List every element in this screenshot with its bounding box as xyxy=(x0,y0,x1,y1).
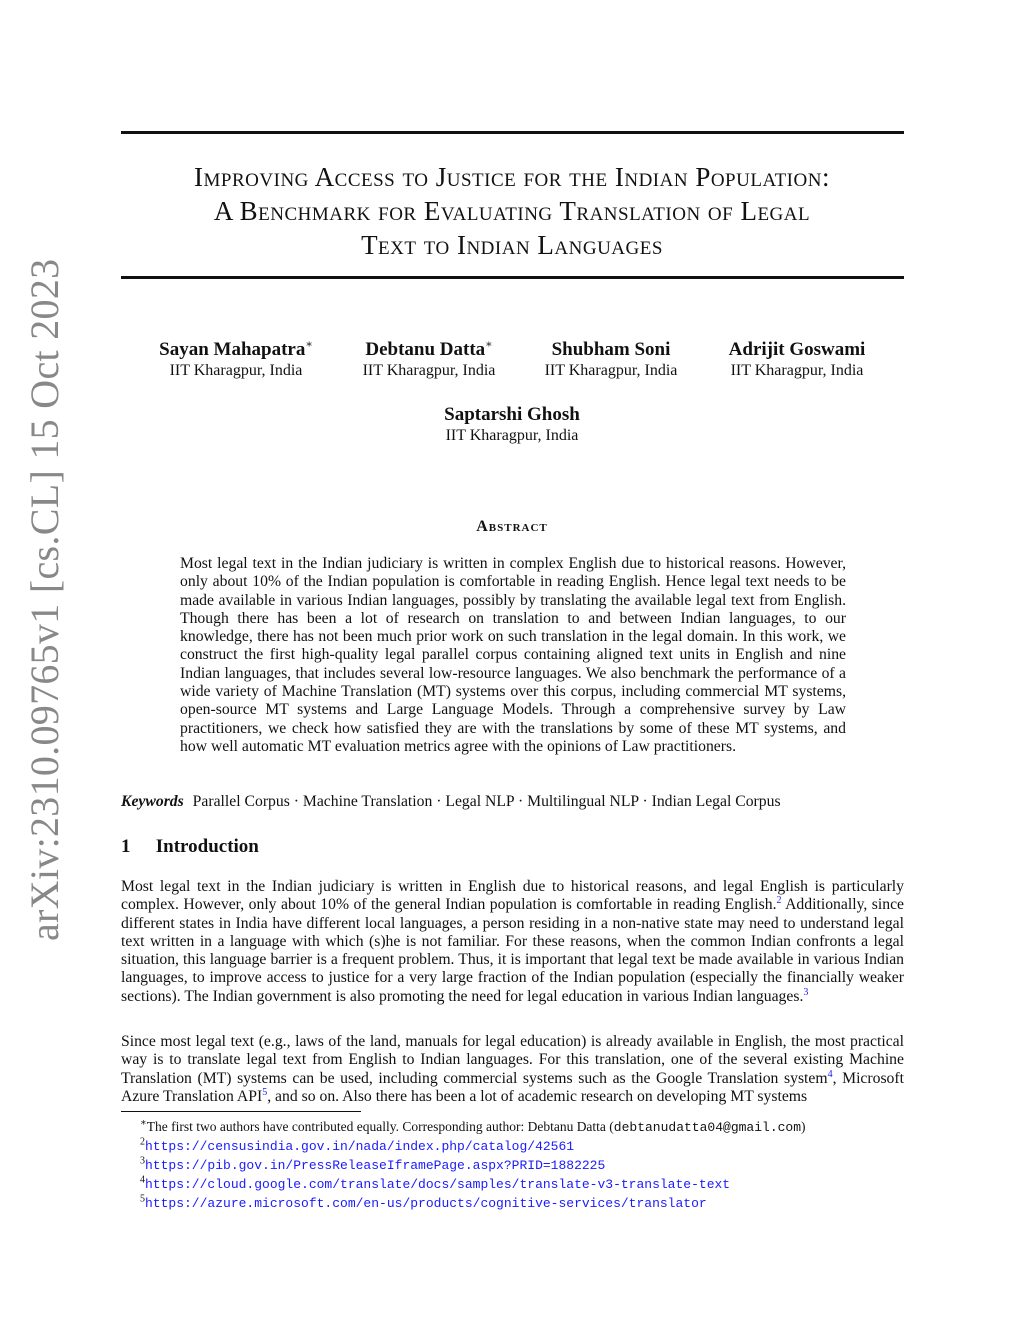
footnote-ref-4[interactable]: 4 xyxy=(827,1068,833,1080)
author-block xyxy=(697,339,897,381)
equal-contribution-mark: ∗ xyxy=(485,338,493,351)
footnote-ref-5[interactable]: 5 xyxy=(262,1086,268,1098)
footnote-ref-3[interactable]: 3 xyxy=(803,986,809,998)
author-affiliation: IIT Kharagpur, India xyxy=(730,362,864,379)
author-affiliation: IIT Kharagpur, India xyxy=(362,362,496,379)
footnote-link[interactable]: https://azure.microsoft.com/en-us/products/cognitive-services/translator xyxy=(145,1196,707,1211)
corresponding-email[interactable]: debtanudatta04@gmail.com xyxy=(613,1120,802,1135)
author-affiliation: IIT Kharagpur, India xyxy=(445,427,579,444)
footnote-ref-2[interactable]: 2 xyxy=(776,895,782,907)
footnote-link[interactable]: https://censusindia.gov.in/nada/index.php/catalog/42561 xyxy=(145,1139,575,1154)
footnote-1: ∗The first two authors have contributed equally. Corresponding author: Debtanu Datta (debtanudatta04@gmail.com) xyxy=(140,1117,806,1135)
section-heading xyxy=(121,836,259,858)
footnote-2: $^2$https://censusindia.gov.in/nada/index.php/catalog/42561 xyxy=(140,1136,575,1154)
keywords-label: Keywords xyxy=(121,793,184,810)
author-block xyxy=(136,339,336,381)
equal-contribution-mark: ∗ xyxy=(305,338,313,351)
intro-paragraph-1: Most legal text in the Indian judiciary is written in English due to historical reasons, and legal English is particularly complex. However, only about 10% of the general Indian population is comfortable in reading English.$^2$ Additionally, since different states in India have different local languages, a person residing in a non-native state may need to understand legal text written in a language with which (s)he is not familiar. For these reasons, when the common Indian confronts a legal situation, this language barrier is a frequent problem. Thus, it is important that legal text be made available in various Indian languages, to improve access to justice for a very large fraction of the Indian population (especially the financially weaker sections). The Indian government is also promoting the need for legal education in various Indian languages.$^3$ xyxy=(121,878,904,1005)
author-name: Saptarshi Ghosh xyxy=(444,404,580,425)
footnote-4: $^4$https://cloud.google.com/translate/docs/samples/translate-v3-translate-text xyxy=(140,1174,731,1192)
footnote-link[interactable]: https://cloud.google.com/translate/docs/samples/translate-v3-translate-text xyxy=(145,1177,731,1192)
arxiv-identifier: arXiv:2310.09765v1 [cs.CL] 15 Oct 2023 xyxy=(22,258,67,941)
section-number: 1 xyxy=(121,836,131,857)
author-block xyxy=(329,339,529,381)
intro-paragraph-2: Since most legal text (e.g., laws of the land, manuals for legal education) is already available in English, the most practical way is to translate legal text from English to Indian languages. For this translation, one of the several existing Machine Translation (MT) systems can be used, including commercial systems such as the Google Translation system$^4$, Microsoft Azure Translation API$^5$, and so on. Also there has been a lot of academic research on developing MT systems xyxy=(121,1033,904,1105)
author-name: Shubham Soni xyxy=(551,339,671,360)
author-block xyxy=(511,339,711,381)
author-name: Debtanu Datta xyxy=(365,339,486,360)
author-name: Sayan Mahapatra xyxy=(159,339,306,360)
author-affiliation: IIT Kharagpur, India xyxy=(544,362,678,379)
section-title: Introduction xyxy=(155,836,259,857)
keywords-list: Parallel Corpus · Machine Translation · Legal NLP · Multilingual NLP · Indian Legal Corpus xyxy=(192,793,781,810)
footnote-rule xyxy=(121,1111,361,1112)
author-affiliation: IIT Kharagpur, India xyxy=(169,362,303,379)
title-line-2: A Benchmark for Evaluating Translation of Legal xyxy=(213,196,811,226)
title-bottom-rule xyxy=(121,276,904,279)
author-name: Adrijit Goswami xyxy=(728,339,866,360)
footnote-3: $^3$https://pib.gov.in/PressReleaseIframePage.aspx?PRID=1882225 xyxy=(140,1155,606,1173)
paper-title xyxy=(100,160,924,262)
title-top-rule xyxy=(121,131,904,134)
footnote-5: $^5$https://azure.microsoft.com/en-us/products/cognitive-services/translator xyxy=(140,1193,707,1211)
author-block xyxy=(412,404,612,446)
footnote-link[interactable]: https://pib.gov.in/PressReleaseIframePage.aspx?PRID=1882225 xyxy=(145,1158,606,1173)
abstract-text: Most legal text in the Indian judiciary is written in complex English due to historical reasons. However, only about 10% of the Indian population is comfortable in reading English. Hence legal text needs to be made available in various Indian languages, possibly by translating the available legal text from English. Though there has been a lot of research on translation to and between Indian languages, to our knowledge, there has not been much prior work on such translation in the legal domain. In this work, we construct the first high-quality legal parallel corpus containing aligned text units in English and nine Indian languages, that includes several low-resource languages. We also benchmark the performance of a wide variety of Machine Translation (MT) systems over this corpus, including commercial MT systems, open-source MT systems and Large Language Models. Through a comprehensive survey by Law practitioners, we check how satisfied they are with the translations by some of these MT systems, and how well automatic MT evaluation metrics agree with the opinions of Law practitioners. xyxy=(180,555,846,755)
abstract-heading: Abstract xyxy=(476,518,548,535)
keywords xyxy=(121,792,781,812)
title-line-1: Improving Access to Justice for the Indian Population: xyxy=(194,162,830,192)
title-line-3: Text to Indian Languages xyxy=(361,230,663,260)
